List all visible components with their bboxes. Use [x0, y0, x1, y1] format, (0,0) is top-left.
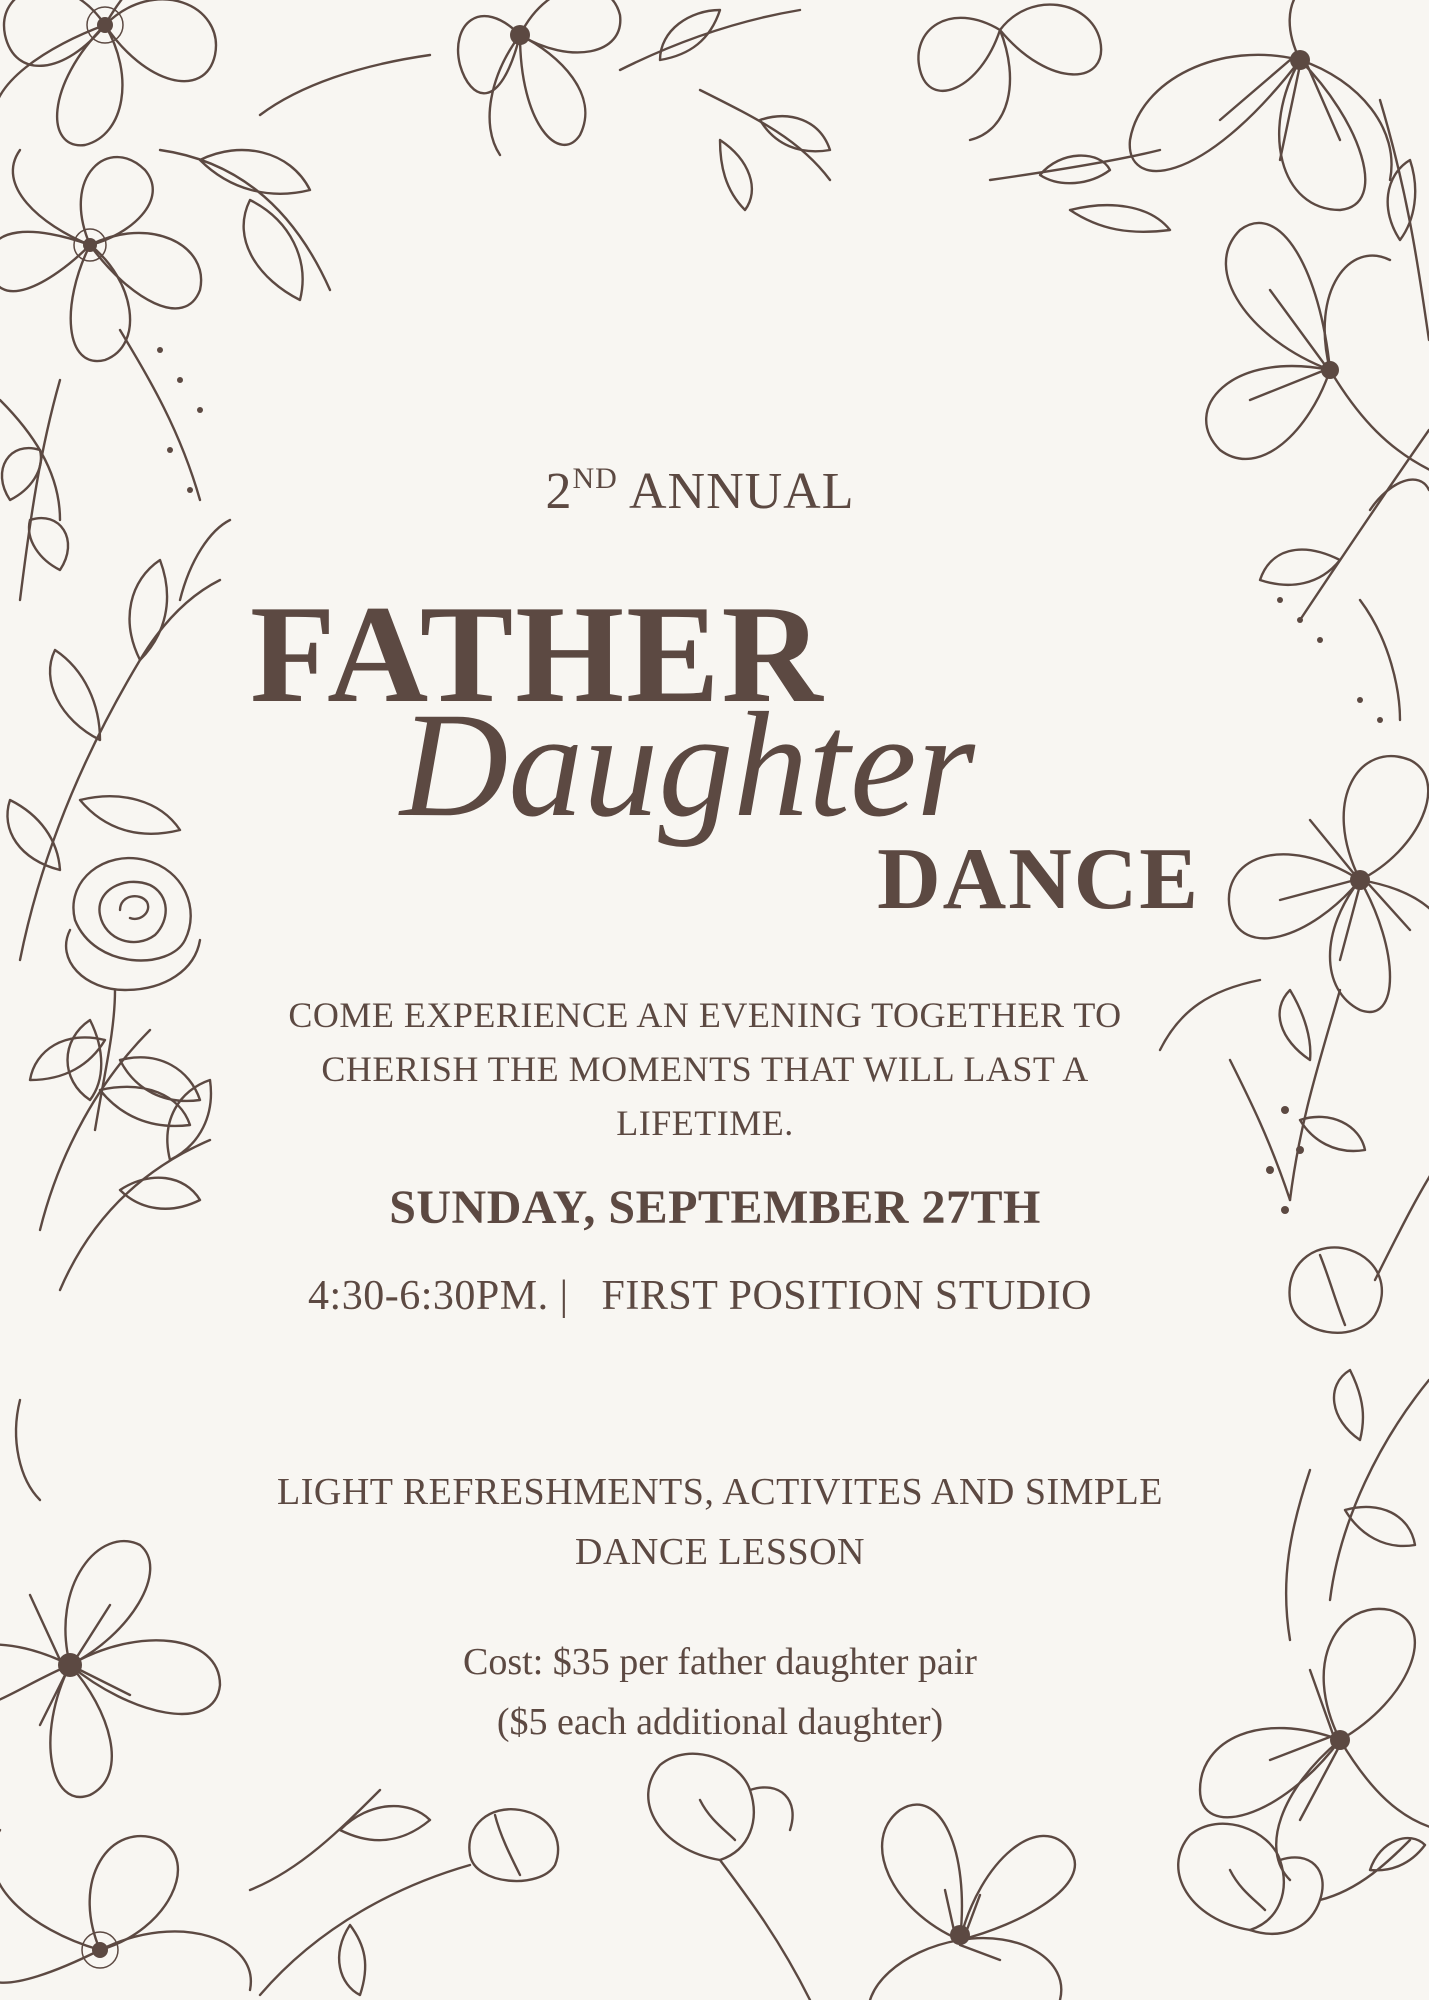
leaf-branch-icon [1260, 100, 1429, 723]
flower-icon [0, 150, 201, 361]
annual-label: ANNUAL [617, 463, 855, 520]
cost-line: ($5 each additional daughter) [496, 1701, 944, 1743]
flower-icon [918, 5, 1101, 140]
flower-icon [648, 1754, 810, 2000]
event-cost [220, 1632, 1220, 1752]
tulip-bud-icon [1290, 1160, 1429, 1333]
leaf-branch-icon [1160, 980, 1365, 1214]
activities-line: LIGHT REFRESHMENTS, ACTIVITES AND SIMPLE [277, 1471, 1163, 1513]
activities-line: DANCE LESSON [575, 1531, 865, 1573]
flower-icon [868, 1805, 1074, 2000]
flower-icon [1178, 1824, 1425, 1934]
flower-icon [260, 0, 620, 155]
leaf-branch-icon [7, 520, 230, 960]
leaf-branch-icon [620, 10, 1170, 232]
leaf-branch-icon [1286, 1370, 1429, 1640]
ordinal-suffix: ND [572, 462, 618, 495]
event-time-location: 4:30-6:30PM. | FIRST POSITION STUDIO [308, 1273, 1092, 1319]
flower-icon [0, 0, 245, 145]
flower-icon [0, 1541, 220, 1797]
rose-icon [30, 858, 200, 1130]
tulip-bud-icon [260, 1809, 558, 1995]
event-date: SUNDAY, SEPTEMBER 27TH [389, 1181, 1041, 1234]
title-father: FATHER [250, 577, 825, 732]
flower-icon [1229, 756, 1429, 1012]
cost-line: Cost: $35 per father daughter pair [463, 1641, 977, 1683]
leaf-branch-icon [0, 150, 330, 600]
tagline-line: LIFETIME. [616, 1103, 794, 1143]
tagline-line: COME EXPERIENCE AN EVENING TOGETHER TO [288, 995, 1122, 1035]
leaf-branch-icon [16, 1020, 211, 1500]
flower-icon [1206, 223, 1429, 470]
flower-icon [1200, 1609, 1429, 1880]
event-tagline [240, 988, 1170, 1150]
event-activities [220, 1462, 1220, 1582]
annual-heading [480, 462, 920, 521]
ordinal-number: 2 [545, 463, 573, 520]
tagline-line: CHERISH THE MOMENTS THAT WILL LAST A [321, 1049, 1089, 1089]
title-daughter: Daughter [400, 682, 975, 848]
title-dance: DANCE [877, 831, 1200, 928]
flower-icon [1130, 0, 1392, 210]
